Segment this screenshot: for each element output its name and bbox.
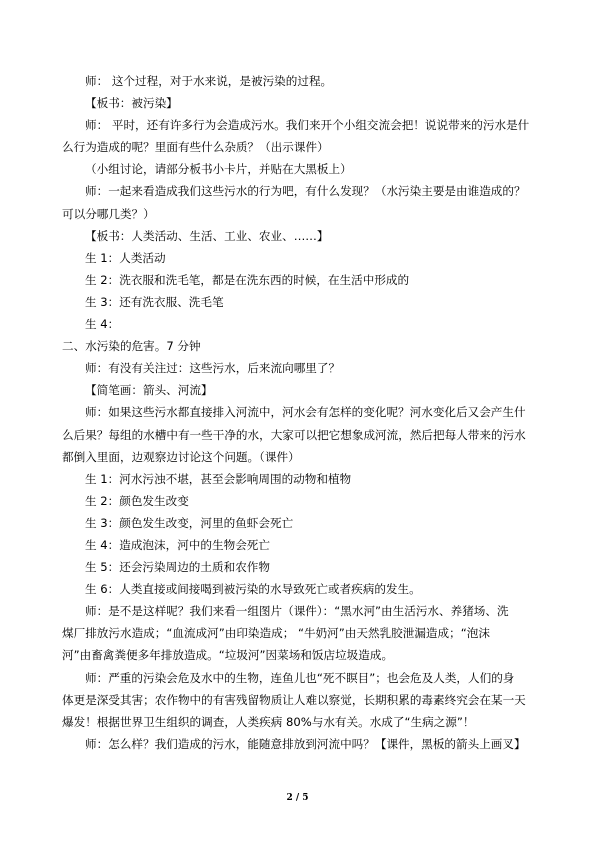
text-line: 么后果？每组的水槽中有一些干净的水，大家可以把它想象成河流，然后把每人带来的污水 — [62, 427, 526, 442]
text-line: 生 2：颜色发生改变 — [85, 493, 189, 508]
text-line: 生 5：还会污染周边的土质和农作物 — [85, 560, 270, 575]
text-line: 生 4：造成泡沫，河中的生物会死亡 — [85, 537, 270, 552]
text-line: 可以分哪几类？） — [62, 206, 155, 221]
text-line: 河”由畜禽粪便多年排放造成。“垃圾河”因菜场和饭店垃圾造成。 — [62, 648, 394, 663]
text-line: 【简笔画：箭头、河流】 — [85, 383, 213, 398]
text-line: （小组讨论，请部分板书小卡片，并贴在大黑板上） — [85, 162, 352, 177]
text-line: 师：严重的污染会危及水中的生物，连鱼儿也“死不瞑目”；也会危及人类，人们的身 — [85, 670, 515, 685]
text-line: 师：如果这些污水都直接排入河流中，河水会有怎样的变化呢？河水变化后又会产生什 — [85, 405, 526, 420]
text-line: 生 3：颜色发生改变，河里的鱼虾会死亡 — [85, 515, 294, 530]
text-line: 生 1：河水污浊不堪，甚至会影响周围的动物和植物 — [85, 471, 352, 486]
text-line: 爆发！根据世界卫生组织的调查，人类疾病 80%与水有关。水成了“生病之源”！ — [62, 714, 475, 729]
text-line: 都倒入里面，边观察边讨论这个问题。（课件） — [62, 449, 300, 464]
text-line: 【板书：人类活动、生活、工业、农业、……】 — [85, 228, 329, 243]
text-line: 师：一起来看造成我们这些污水的行为吧，有什么发现？（水污染主要是由谁造成的？ — [85, 184, 526, 199]
text-line: 师：怎么样？我们造成的污水，能随意排放到河流中吗？【课件，黑板的箭头上画叉】 — [85, 736, 526, 751]
text-line: 师：是不是这样呢？我们来看一组图片（课件）：“黑水河”由生活污水、养猪场、洗 — [85, 604, 509, 619]
text-line: 生 1：人类活动 — [85, 250, 166, 265]
text-line: 师：有没有关注过：这些污水，后来流向哪里了？ — [85, 361, 341, 376]
text-line: 【板书：被污染】 — [85, 96, 178, 111]
text-line: 煤厂排放污水造成；“血流成河”由印染造成； “牛奶河”由天然乳胶泄漏造成；“泡沫 — [62, 626, 490, 641]
text-line: 么行为造成的呢？里面有些什么杂质？（出示课件） — [62, 140, 329, 155]
text-line: 体更是深受其害；农作物中的有害残留物质让人难以察觉，长期积累的毒素终究会在某一天 — [62, 692, 526, 707]
text-line: 生 4： — [85, 317, 120, 332]
text-line: 生 2：洗衣服和洗毛笔，都是在洗东西的时候，在生活中形成的 — [85, 272, 410, 287]
text-line: 生 6：人类直接或间接喝到被污染的水导致死亡或者疾病的发生。 — [85, 582, 421, 597]
text-line: 师： 这个过程，对于水来说，是被污染的过程。 — [85, 74, 333, 88]
page-content — [62, 70, 540, 755]
page-number: 2 / 5 — [286, 793, 309, 803]
text-line: 师： 平时，还有许多行为会造成污水。我们来开个小组交流会把！说说带来的污水是什 — [85, 118, 530, 133]
section-heading: 二、水污染的危害。7 分钟 — [62, 339, 201, 354]
text-line: 生 3：还有洗衣服、洗毛笔 — [85, 294, 224, 309]
